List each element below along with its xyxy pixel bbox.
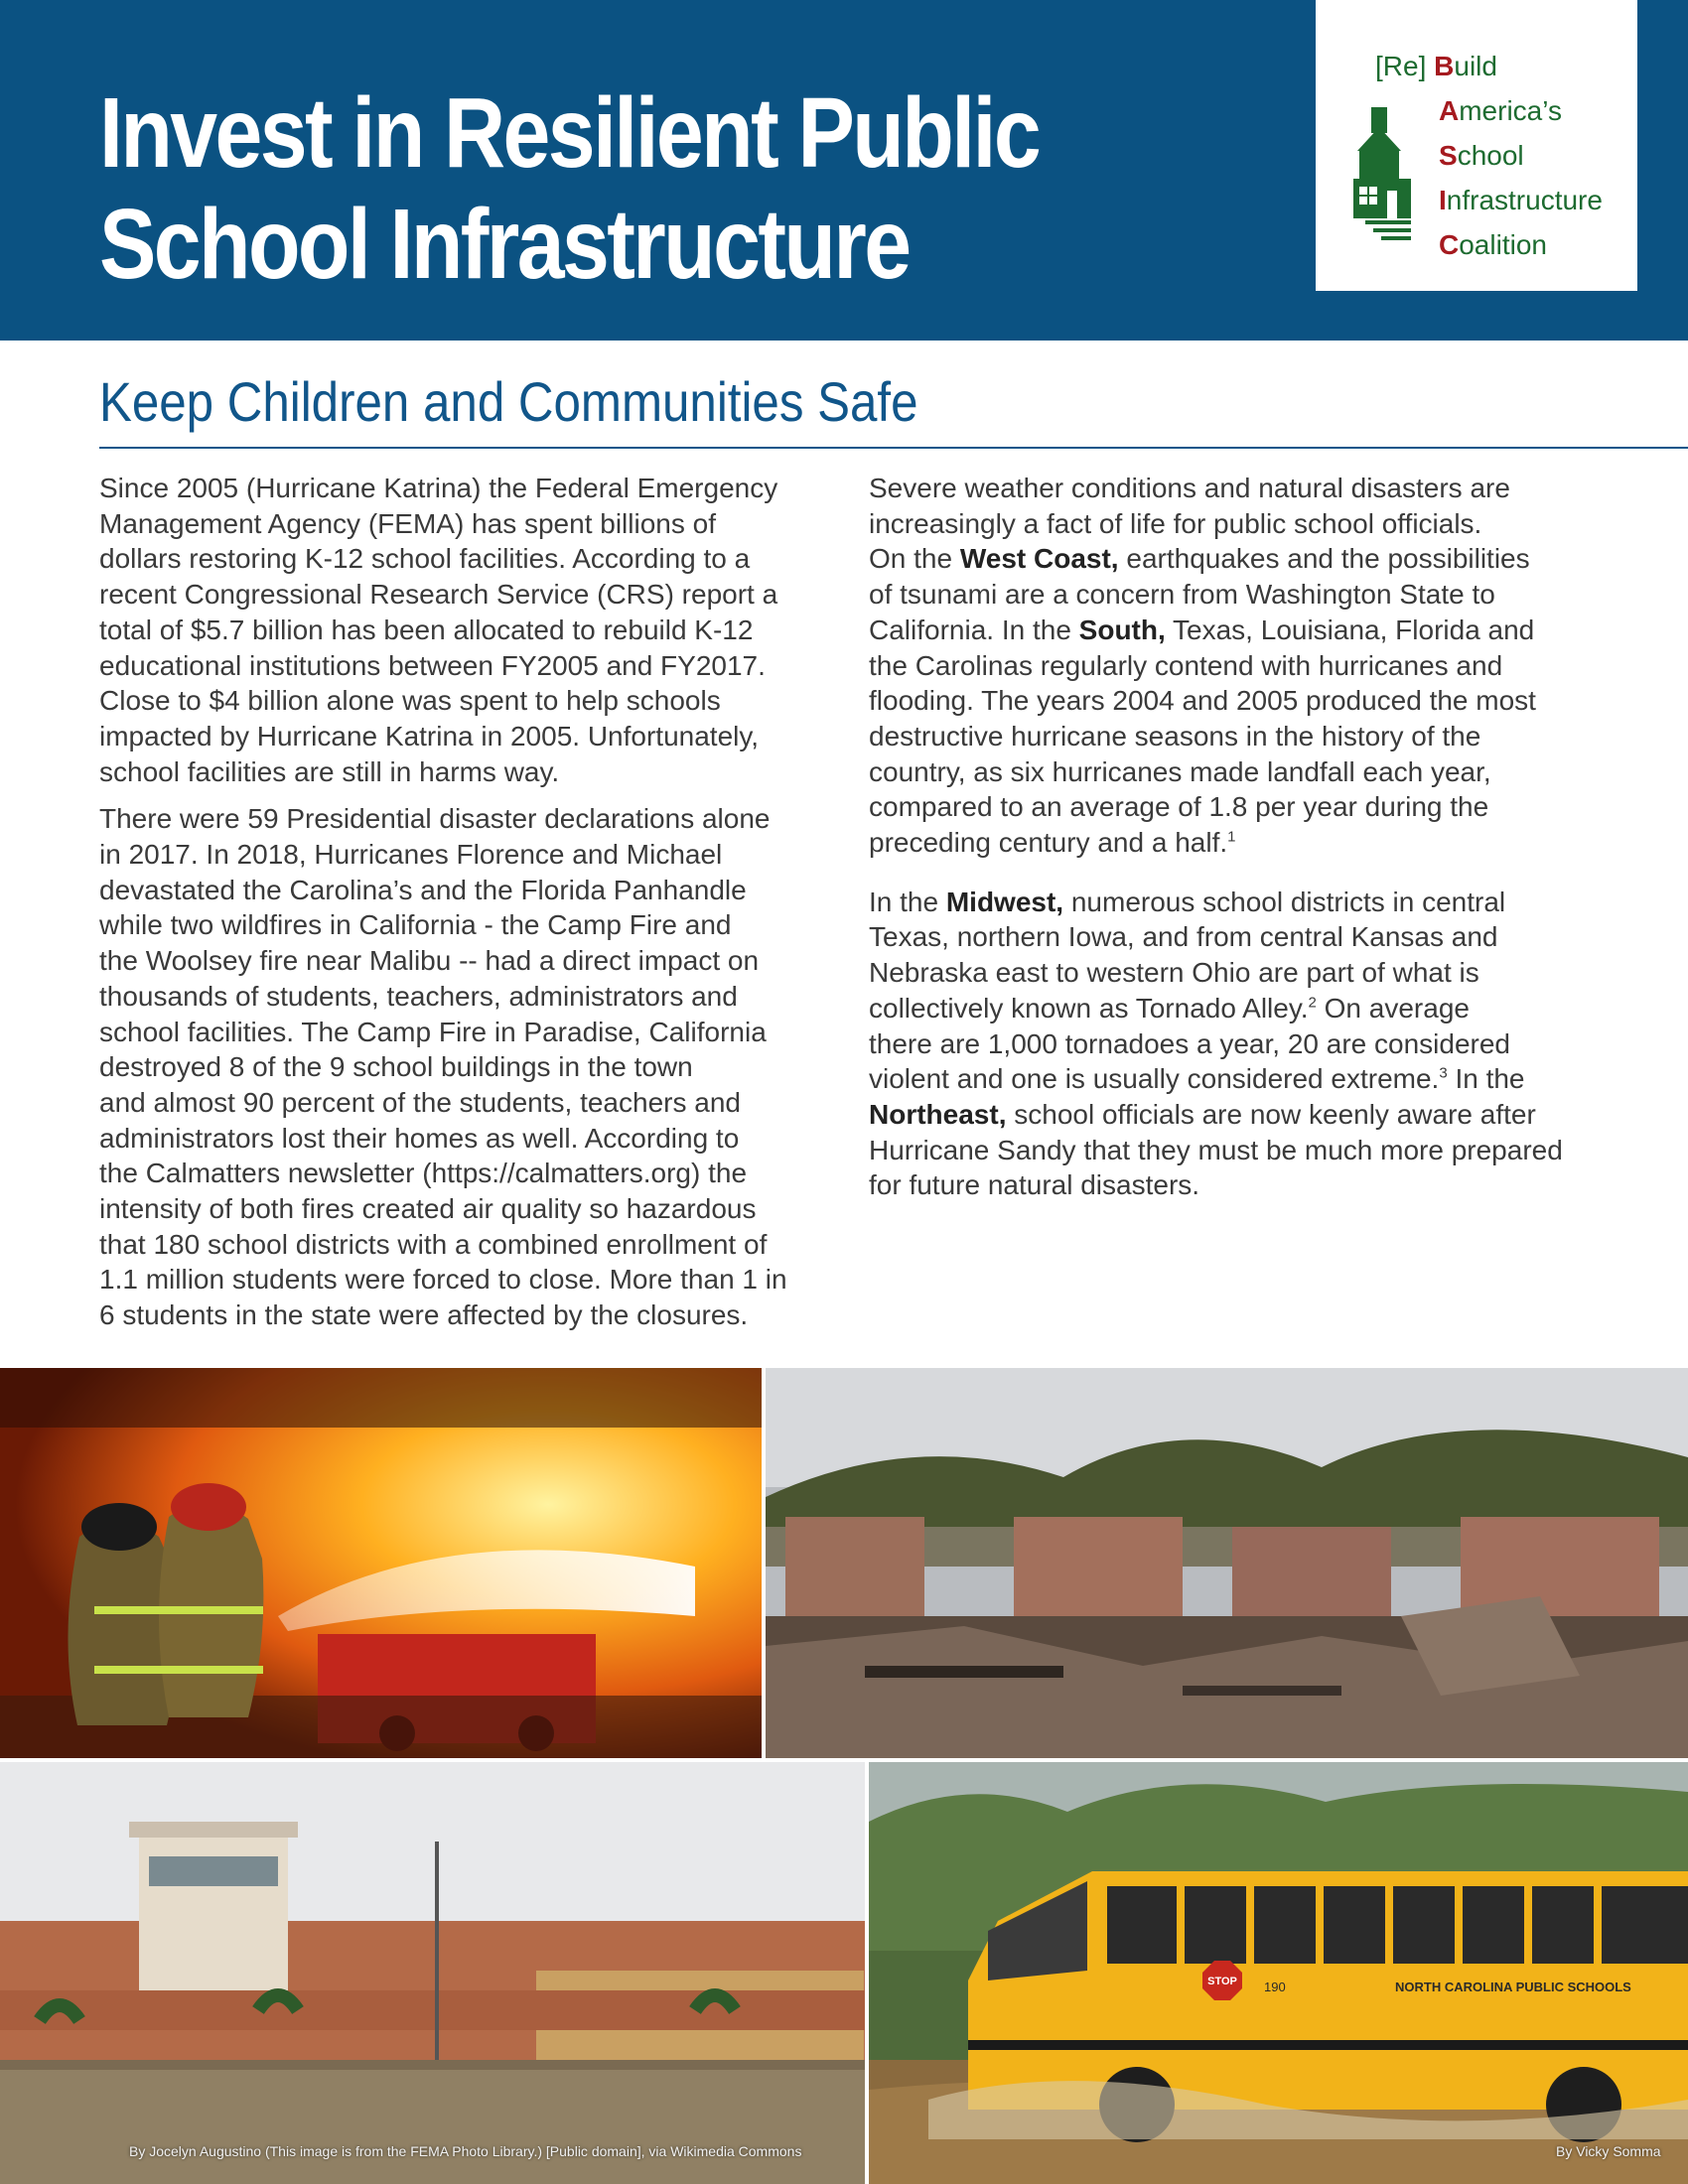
text-line: flooding. The years 2004 and 2005 produced the most [869,685,1536,717]
text-line: There were 59 Presidential disaster declarations alone [99,803,771,835]
logo-line-infrastructure: Infrastructure [1439,185,1603,215]
text-line: destroyed 8 of the 9 school buildings in the town [99,1051,693,1083]
heading-divider [99,447,1688,449]
text-line: that 180 school districts with a combined enrollment of [99,1228,768,1260]
text-line: for future natural disasters. [869,1169,1200,1201]
logo-line-build: [Re] Build [1375,51,1497,81]
text-line: increasingly a fact of life for public school officials. [869,507,1482,539]
flooded-school-building-photo [0,1762,865,2184]
text-line: devastated the Carolina’s and the Florida Panhandle [99,874,747,905]
photo-credit-somma: By Vicky Somma [1556,2143,1661,2159]
footnote-2: 2 [1308,994,1317,1012]
text-line: school facilities. The Camp Fire in Paradise, California [99,1016,767,1047]
region-south: South, [1078,614,1166,645]
text-line: the Woolsey fire near Malibu -- had a direct impact on [99,945,760,977]
paragraph-disasters-2017 [99,801,814,1333]
text-line: Management Agency (FEMA) has spent billions of [99,507,716,539]
text-line: Hurricane Sandy that they must be much more prepared [869,1134,1563,1165]
text-line: Northeast, school officials are now keenly aware after [869,1098,1536,1130]
text-line: California. In the South, Texas, Louisiana, Florida and [869,614,1535,645]
text-line: of tsunami are a concern from Washington State to [869,579,1495,611]
text-line: preceding century and a half.$^1$ [869,827,1236,859]
text-line: Nebraska east to western Ohio are part of what is [869,957,1479,989]
text-line: educational institutions between FY2005 and FY2017. [99,649,766,681]
text-line: 1.1 million students were forced to close. More than 1 in [99,1264,787,1296]
title-line-1: Invest in Resilient Public [99,77,1040,189]
text-line: dollars restoring K-12 school facilities. According to a [99,543,751,575]
region-northeast: Northeast, [869,1098,1007,1130]
text-line: school facilities are still in harms way. [99,755,560,787]
paragraph-midwest [869,885,1604,1203]
text-line: Texas, northern Iowa, and from central Kansas and [869,921,1498,953]
text-line: the Calmatters newsletter (https://calmatters.org) the [99,1158,748,1189]
left-column [99,471,814,1345]
title-line-2: School Infrastructure [99,189,910,300]
bus-number: 190 [1264,1979,1286,1994]
text-line: the Carolinas regularly contend with hurricanes and [869,649,1503,681]
text-line: collectively known as Tornado Alley.$^2$ On average [869,992,1470,1024]
footnote-1: 1 [1227,828,1236,846]
text-line: destructive hurricane seasons in the history of the [869,720,1481,751]
text-line: in 2017. In 2018, Hurricanes Florence and Michael [99,839,723,871]
text-line: 6 students in the state were affected by the closures. [99,1299,749,1331]
text-line: country, as six hurricanes made landfall each year, [869,755,1491,787]
burned-school-ruins-photo [766,1368,1688,1758]
text-line: administrators lost their homes as well. According to [99,1122,740,1154]
photo-credit-fema: By Jocelyn Augustino (This image is from the FEMA Photo Library.) [Public domain], via Wikimedia Commons [129,2143,802,2159]
right-column [869,471,1604,1215]
coalition-logo [1316,0,1637,291]
text-line: violent and one is usually considered extreme.$^3$ In the [869,1063,1525,1095]
text-line: recent Congressional Research Service (CRS) report a [99,579,778,611]
stop-sign-text: STOP [1207,1976,1237,1987]
logo-line-americas: America’s [1439,95,1562,126]
section-heading: Keep Children and Communities Safe [99,370,918,433]
firefighters-spraying-fire-photo [0,1368,762,1758]
page-title [99,77,1107,300]
text-line: compared to an average of 1.8 per year during the [869,791,1489,823]
region-midwest: Midwest, [945,886,1064,917]
logo-line-school: School [1439,140,1524,171]
text-line: In the Midwest, numerous school districts in central [869,886,1506,917]
text-line: and almost 90 percent of the students, teachers and [99,1086,741,1118]
text-line: total of $5.7 billion has been allocated to rebuild K-12 [99,614,754,645]
text-line: intensity of both fires created air quality so hazardous [99,1193,757,1225]
bus-sign-text: NORTH CAROLINA PUBLIC SCHOOLS [1395,1979,1631,1994]
text-line: there are 1,000 tornadoes a year, 20 are considered [869,1027,1510,1059]
text-line: Since 2005 (Hurricane Katrina) the Federal Emergency [99,473,778,503]
paragraph-severe-weather [869,471,1604,861]
text-line: thousands of students, teachers, administrators and [99,980,738,1012]
text-line: Close to $4 billion alone was spent to help schools [99,685,721,717]
text-line: On the West Coast, earthquakes and the possibilities [869,543,1530,575]
text-line: while two wildfires in California - the Camp Fire and [99,909,732,941]
school-bus-in-floodwater-photo [869,1762,1688,2184]
region-west-coast: West Coast, [959,543,1119,575]
footnote-3: 3 [1439,1064,1448,1082]
logo-wordmark [1375,44,1603,267]
text-line: Severe weather conditions and natural disasters are [869,473,1510,503]
text-line: impacted by Hurricane Katrina in 2005. Unfortunately, [99,720,760,751]
logo-line-coalition: Coalition [1439,229,1547,260]
paragraph-fema [99,471,814,789]
